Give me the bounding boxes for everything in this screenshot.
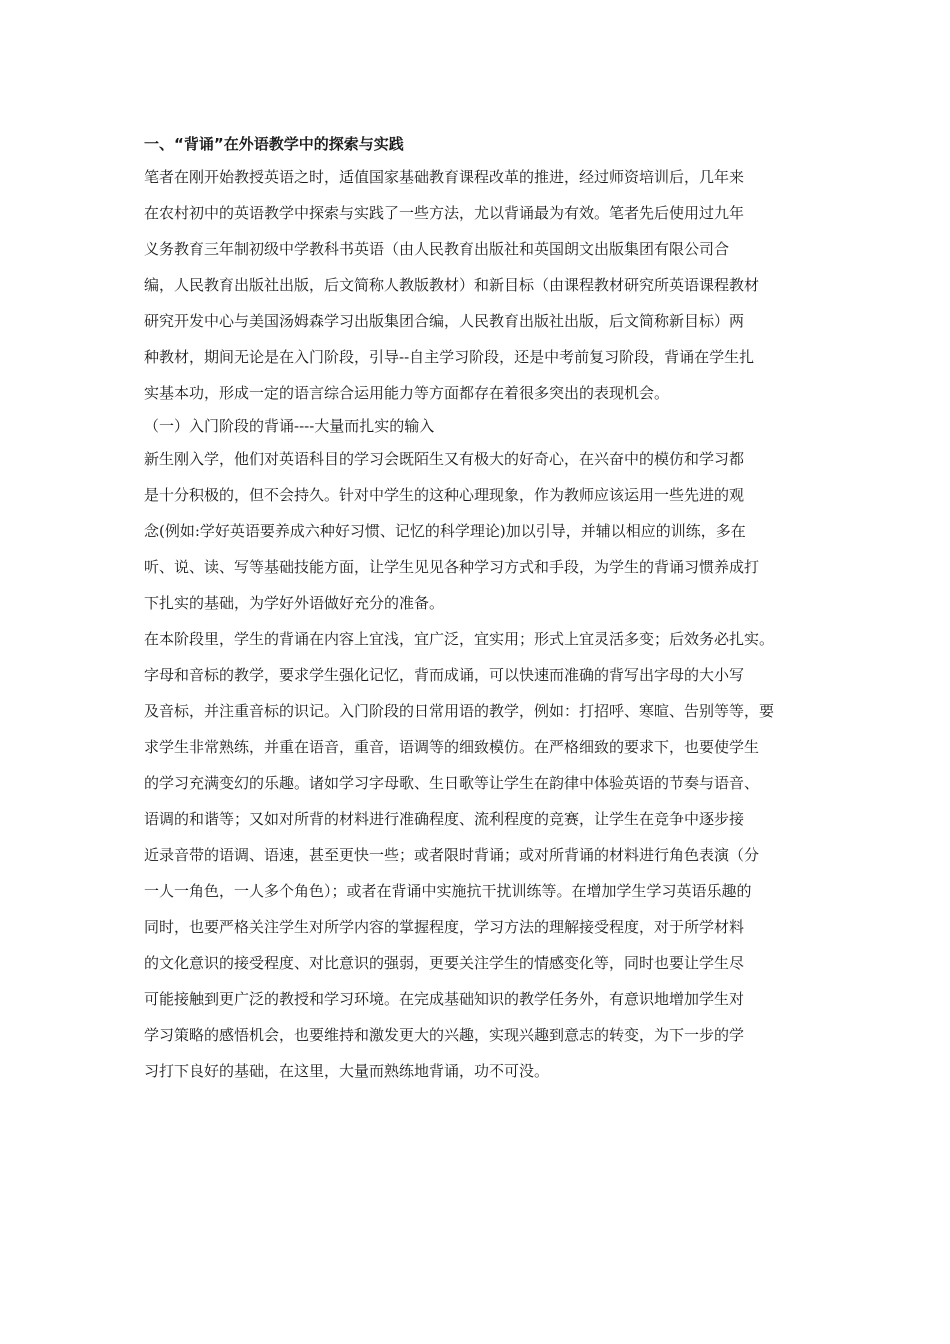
text-line: 实基本功，形成一定的语言综合运用能力等方面都存在着很多突出的表现机会。 bbox=[144, 384, 670, 402]
text-line: 字母和音标的教学，要求学生强化记忆，背而成诵，可以快速而准确的背写出字母的大小写 bbox=[144, 666, 745, 684]
text-line: 可能接触到更广泛的教授和学习环境。在完成基础知识的教学任务外，有意识地增加学生对 bbox=[144, 990, 745, 1008]
paragraph-stage-details bbox=[144, 621, 826, 1089]
paragraph-intro bbox=[144, 159, 826, 411]
subsection-heading: （一）入门阶段的背诵----大量而扎实的输入 bbox=[144, 417, 435, 435]
text-line: 一人一角色，一人多个角色）；或者在背诵中实施抗干扰训练等。在增加学生学习英语乐趣的 bbox=[144, 882, 752, 900]
text-line: 近录音带的语调、语速，甚至更快一些；或者限时背诵；或对所背诵的材料进行角色表演（分 bbox=[144, 846, 760, 864]
text-line: 习打下良好的基础，在这里，大量而熟练地背诵，功不可没。 bbox=[144, 1062, 550, 1080]
text-line: 的文化意识的接受程度、对比意识的强弱，更要关注学生的情感变化等，同时也要让学生尽 bbox=[144, 954, 745, 972]
text-line: 研究开发中心与美国汤姆森学习出版集团合编，人民教育出版社出版，后文简称新目标）两 bbox=[144, 312, 745, 330]
text-line: 是十分积极的，但不会持久。针对中学生的这种心理现象，作为教师应该运用一些先进的观 bbox=[144, 486, 745, 504]
text-line: 在本阶段里，学生的背诵在内容上宜浅，宜广泛，宜实用；形式上宜灵活多变；后效务必扎实。 bbox=[144, 630, 775, 648]
text-line: 下扎实的基础，为学好外语做好充分的准备。 bbox=[144, 594, 445, 612]
section-heading: 一、“背诵”在外语教学中的探索与实践 bbox=[144, 135, 404, 153]
text-line: 新生刚入学，他们对英语科目的学习会既陌生又有极大的好奇心，在兴奋中的模仿和学习都 bbox=[144, 450, 745, 468]
document-body bbox=[144, 129, 826, 1089]
text-line: 同时，也要严格关注学生对所学内容的掌握程度，学习方法的理解接受程度，对于所学材料 bbox=[144, 918, 745, 936]
paragraph-new-students bbox=[144, 441, 826, 621]
text-line: 学习策略的感悟机会，也要维持和激发更大的兴趣，实现兴趣到意志的转变，为下一步的学 bbox=[144, 1026, 745, 1044]
text-line: 编，人民教育出版社出版，后文简称人教版教材）和新目标（由课程教材研究所英语课程教材 bbox=[144, 276, 760, 294]
text-line: 在农村初中的英语教学中探索与实践了一些方法，尤以背诵最为有效。笔者先后使用过九年 bbox=[144, 204, 745, 222]
text-line: 义务教育三年制初级中学教科书英语（由人民教育出版社和英国朗文出版集团有限公司合 bbox=[144, 240, 730, 258]
text-line: 种教材，期间无论是在入门阶段，引导--自主学习阶段，还是中考前复习阶段，背诵在学生扎 bbox=[144, 348, 755, 366]
text-line: 笔者在刚开始教授英语之时，适值国家基础教育课程改革的推进，经过师资培训后，几年来 bbox=[144, 168, 745, 186]
text-line: 求学生非常熟练，并重在语音，重音，语调等的细致模仿。在严格细致的要求下，也要使学生 bbox=[144, 738, 760, 756]
text-line: 念(例如:学好英语要养成六种好习惯、记忆的科学理论)加以引导，并辅以相应的训练，多在 bbox=[144, 522, 746, 540]
text-line: 及音标，并注重音标的识记。入门阶段的日常用语的教学，例如：打招呼、寒暄、告别等等，要 bbox=[144, 702, 775, 720]
text-line: 语调的和谐等；又如对所背的材料进行准确程度、流利程度的竞赛，让学生在竞争中逐步接 bbox=[144, 810, 745, 828]
text-line: 的学习充满变幻的乐趣。诸如学习字母歌、生日歌等让学生在韵律中体验英语的节奏与语音、 bbox=[144, 774, 760, 792]
text-line: 听、说、读、写等基础技能方面，让学生见见各种学习方式和手段，为学生的背诵习惯养成打 bbox=[144, 558, 760, 576]
